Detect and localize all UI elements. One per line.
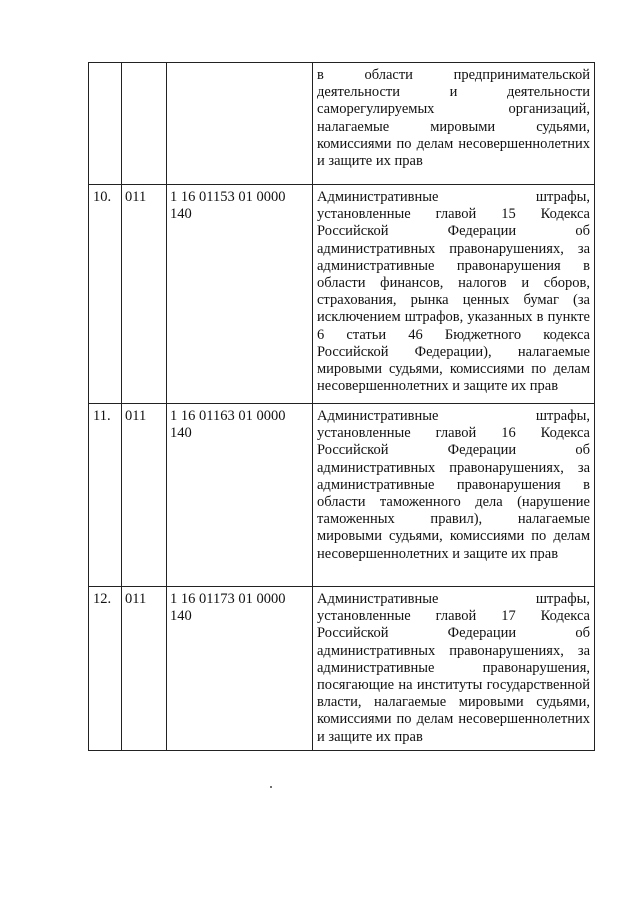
scan-speck bbox=[270, 786, 272, 788]
row-number-cell bbox=[89, 63, 122, 185]
row-number-cell: 12. bbox=[89, 587, 122, 751]
table-row bbox=[89, 404, 595, 587]
revenue-code-table bbox=[88, 62, 595, 751]
description-cell: Административные штрафы, установленные главой 17 Кодекса Российской Федерации об административных правонарушениях, за административные правонарушения, посягающие на институты государственной власти, налагаемые мировыми судьями, комиссиями по делам несовершеннолетних и защите их прав bbox=[313, 587, 595, 751]
description-cell: в области предпринимательской деятельности и деятельности саморегулируемых организаций, налагаемые мировыми судьями, комиссиями по делам несовершеннолетних и защите их прав bbox=[313, 63, 595, 185]
admin-code-cell: 011 bbox=[122, 404, 167, 587]
table-row bbox=[89, 63, 595, 185]
budget-code-cell: 1 16 01163 01 0000 140 bbox=[167, 404, 313, 587]
budget-code-cell: 1 16 01173 01 0000 140 bbox=[167, 587, 313, 751]
budget-code-cell: 1 16 01153 01 0000 140 bbox=[167, 185, 313, 404]
row-number-cell: 11. bbox=[89, 404, 122, 587]
table-row bbox=[89, 185, 595, 404]
row-number-cell: 10. bbox=[89, 185, 122, 404]
admin-code-cell: 011 bbox=[122, 587, 167, 751]
description-cell: Административные штрафы, установленные главой 15 Кодекса Российской Федерации об административных правонарушениях, за административные правонарушения в области финансов, налогов и сборов, страхования, рынка ценных бумаг (за исключением штрафов, указанных в пункте 6 статьи 46 Бюджетного кодекса Российской Федерации), налагаемые мировыми судьями, комиссиями по делам несовершеннолетних и защите их прав bbox=[313, 185, 595, 404]
budget-code-cell bbox=[167, 63, 313, 185]
description-cell: Административные штрафы, установленные главой 16 Кодекса Российской Федерации об административных правонарушениях, за административные правонарушения в области таможенного дела (нарушение таможенных правил), налагаемые мировыми судьями, комиссиями по делам несовершеннолетних и защите их прав bbox=[313, 404, 595, 587]
admin-code-cell bbox=[122, 63, 167, 185]
admin-code-cell: 011 bbox=[122, 185, 167, 404]
table-row bbox=[89, 587, 595, 751]
